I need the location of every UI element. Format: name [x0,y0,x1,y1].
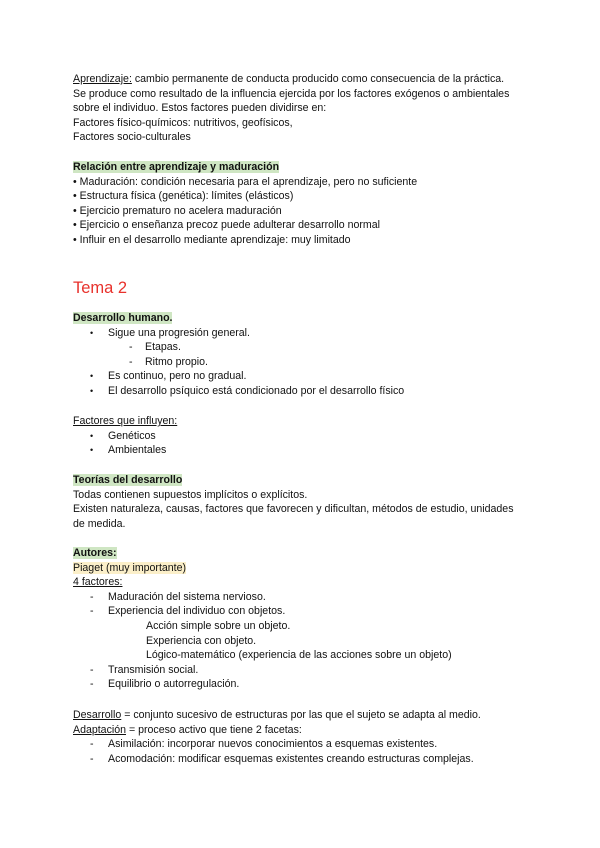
tema-title: Tema 2 [73,279,128,297]
intro-line-1: Aprendizaje: cambio permanente de conducta producido como consecuencia de la práctica. [73,73,505,85]
teorias-heading: Teorías del desarrollo [73,474,183,486]
teorias-line-1: Todas contienen supuestos implícitos o explícitos. [73,488,308,501]
term-aprendizaje: Aprendizaje: [73,73,132,85]
list-item: - Asimilación: incorporar nuevos conocimientos a esquemas existentes. [90,738,438,751]
list-item: • Influir en el desarrollo mediante aprendizaje: muy limitado [73,233,351,246]
relacion-section [73,160,543,248]
relacion-heading: Relación entre aprendizaje y maduración [73,161,280,173]
list-item: - Maduración del sistema nervioso. [90,590,266,603]
list-item: • Es continuo, pero no gradual. [90,370,247,383]
list-item: - Acomodación: modificar esquemas existentes creando estructuras complejas. [90,752,474,765]
list-item: • Sigue una progresión general. [90,326,250,339]
autores-section [73,546,543,692]
desarrollo-definition: Desarrollo = conjunto sucesivo de estructuras por las que el sujeto se adapta al medio. [73,709,481,721]
sub-item: Experiencia con objeto. [146,634,257,647]
piaget-label: Piaget (muy importante) [73,561,187,574]
intro-line-5: Factores socio-culturales [73,131,191,144]
desarrollo-heading: Desarrollo humano. [73,312,173,324]
intro-section [73,72,543,145]
adaptacion-definition: Adaptación = proceso activo que tiene 2 facetas: [73,723,302,736]
list-item: • Ambientales [90,444,167,457]
teorias-line-3: de medida. [73,517,126,530]
list-item: • Ejercicio o enseñanza precoz puede adulterar desarrollo normal [73,219,381,232]
factores-section [73,414,543,458]
teorias-section [73,473,543,531]
intro-line-4: Factores físico-químicos: nutritivos, geofísicos, [73,116,293,129]
list-item: • Estructura física (genética): límites (elásticos) [73,190,294,203]
teorias-line-2: Existen naturaleza, causas, factores que favorecen y dificultan, métodos de estudio, unidades [73,503,514,516]
list-item: - Transmisión social. [90,663,199,676]
list-item: • El desarrollo psíquico está condicionado por el desarrollo físico [90,384,405,397]
list-item: • Maduración: condición necesaria para el aprendizaje, pero no suficiente [73,175,418,188]
list-item: • Genéticos [90,429,156,442]
list-item: - Experiencia del individuo con objetos. [90,605,286,618]
sub-item: - Ritmo propio. [129,355,208,368]
desarrollo-section [73,311,543,399]
list-item: - Equilibrio o autorregulación. [90,678,240,691]
sub-item: Acción simple sobre un objeto. [146,619,291,632]
intro-line-2: Se produce como resultado de la influencia ejercida por los factores exógenos o ambientales [73,87,510,100]
definiciones-section [73,708,543,766]
factores-count-label: 4 factores: [73,576,123,589]
sub-item: Lógico-matemático (experiencia de las acciones sobre un objeto) [146,649,452,662]
autores-heading: Autores: [73,547,117,559]
intro-line-3: sobre el individuo. Estos factores pueden dividirse en: [73,102,327,115]
list-item: • Ejercicio prematuro no acelera maduración [73,204,282,217]
sub-item: - Etapas. [129,341,181,354]
factores-heading: Factores que influyen: [73,415,178,427]
